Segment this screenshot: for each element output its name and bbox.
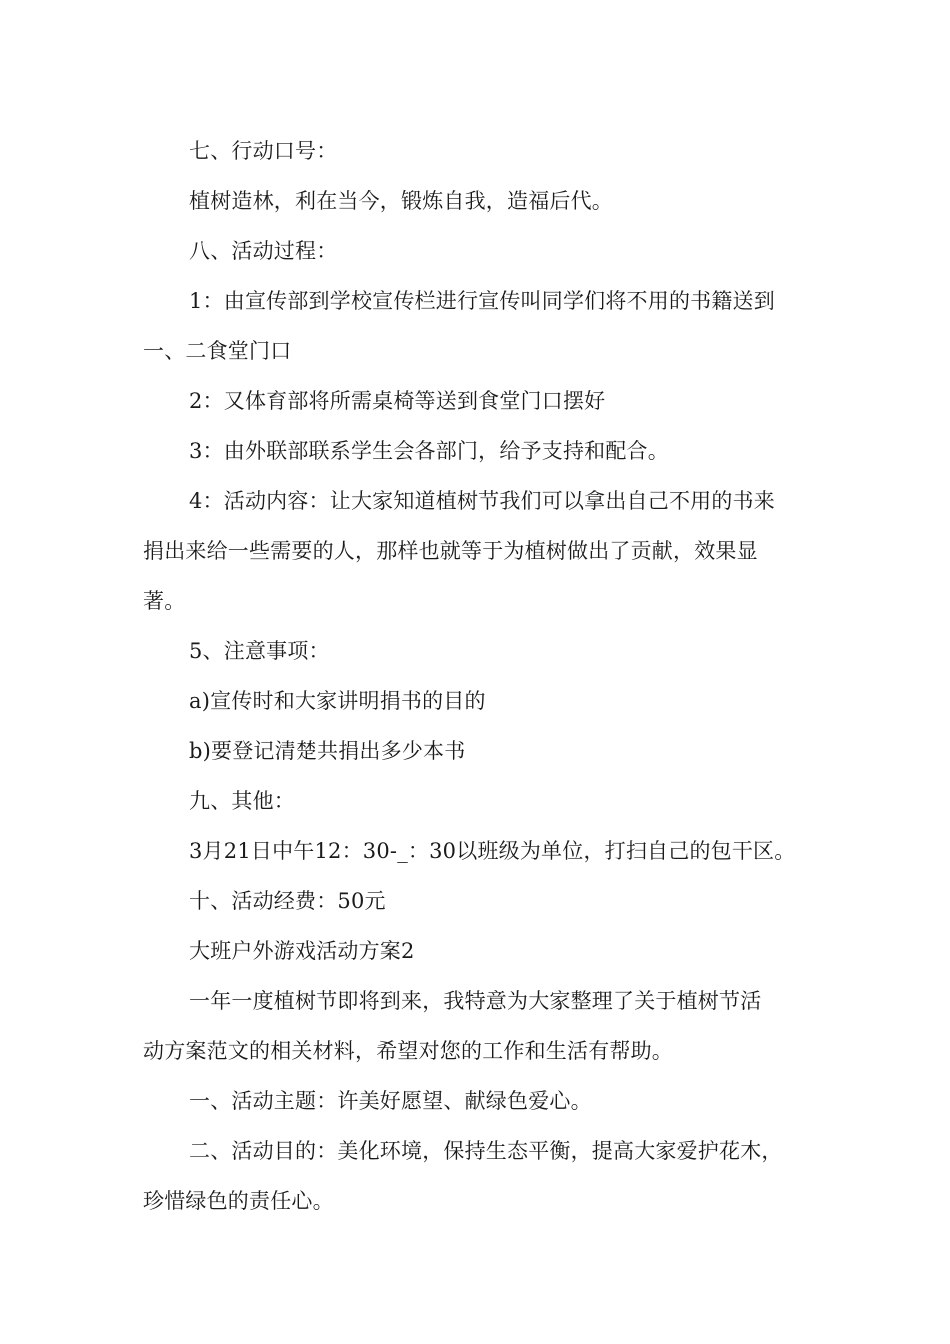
heading-notes: 5、注意事项： — [189, 639, 330, 663]
heading-slogan: 七、行动口号： — [189, 139, 338, 163]
list-item-note-b: b)要登记清楚共捐出多少本书 — [189, 739, 466, 763]
list-item-step-1-continued: 一、二食堂门口 — [143, 339, 292, 363]
paragraph-theme: 一、活动主题：许美好愿望、献绿色爱心。 — [189, 1089, 592, 1113]
list-item-step-4-continued: 捐出来给一些需要的人，那样也就等于为植树做出了贡献，效果显 — [143, 539, 758, 563]
paragraph-slogan-text: 植树造林，利在当今，锻炼自我，造福后代。 — [189, 189, 613, 213]
paragraph-other-text: 3月21日中午12：30-_：30以班级为单位，打扫自己的包干区。 — [189, 839, 796, 863]
list-item-step-3: 3：由外联部联系学生会各部门，给予支持和配合。 — [189, 439, 669, 463]
heading-other: 九、其他： — [189, 789, 295, 813]
heading-process: 八、活动过程： — [189, 239, 338, 263]
section-title: 大班户外游戏活动方案2 — [189, 939, 415, 963]
list-item-step-4: 4：活动内容：让大家知道植树节我们可以拿出自己不用的书来 — [189, 489, 775, 513]
paragraph-purpose: 二、活动目的：美化环境，保持生态平衡，提高大家爱护花木， — [189, 1139, 783, 1163]
heading-budget: 十、活动经费：50元 — [189, 889, 386, 913]
paragraph-intro-continued: 动方案范文的相关材料，希望对您的工作和生活有帮助。 — [143, 1039, 673, 1063]
list-item-step-1: 1：由宣传部到学校宣传栏进行宣传叫同学们将不用的书籍送到 — [189, 289, 775, 313]
list-item-step-2: 2：又体育部将所需桌椅等送到食堂门口摆好 — [189, 389, 606, 413]
list-item-note-a: a)宣传时和大家讲明捐书的目的 — [189, 689, 486, 713]
paragraph-purpose-continued: 珍惜绿色的责任心。 — [143, 1189, 334, 1213]
paragraph-intro: 一年一度植树节即将到来，我特意为大家整理了关于植树节活 — [189, 989, 762, 1013]
list-item-step-4-end: 著。 — [143, 589, 186, 613]
